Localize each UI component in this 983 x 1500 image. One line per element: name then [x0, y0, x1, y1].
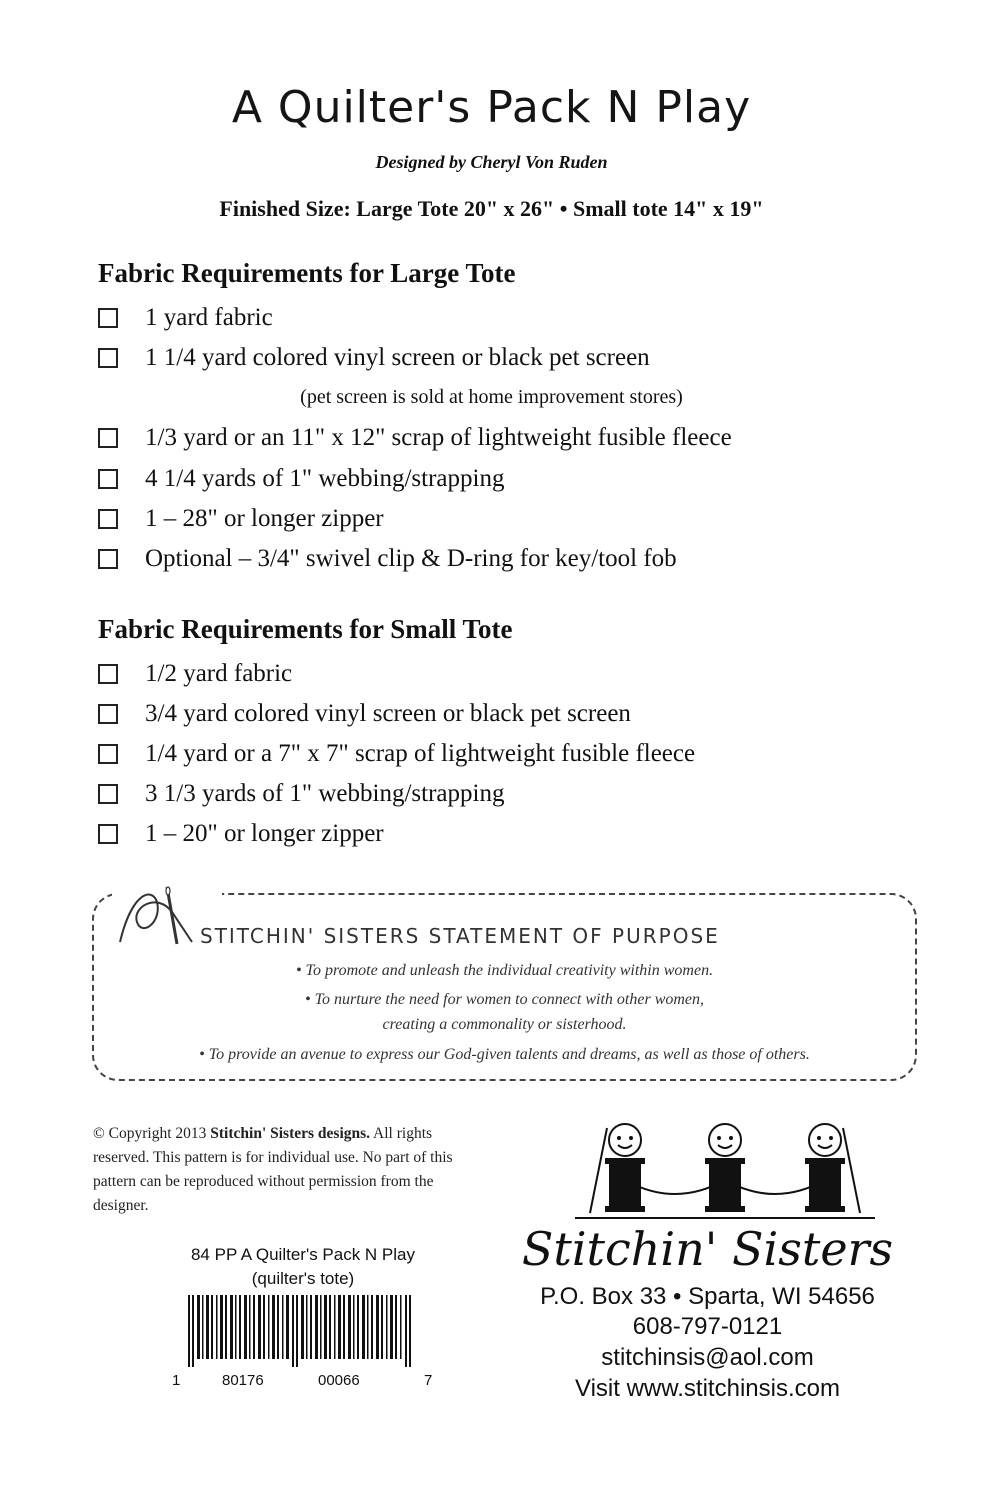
large-item — [98, 463, 504, 495]
item-label: 3/4 yard colored vinyl screen or black pet screen — [145, 700, 631, 727]
checkbox-icon[interactable] — [98, 428, 118, 448]
product-code: 84 PP A Quilter's Pack N Play — [190, 1245, 416, 1264]
item-label: 1/4 yard or a 7" x 7" scrap of lightweight fusible fleece — [145, 740, 696, 767]
small-item — [98, 698, 631, 730]
checkbox-icon[interactable] — [98, 744, 118, 764]
barcode — [188, 1295, 416, 1367]
small-tote-heading: Fabric Requirements for Small Tote — [98, 614, 513, 644]
finished-size: Finished Size: Large Tote 20" x 26" • Small tote 14" x 19" — [219, 196, 764, 221]
brand-email[interactable]: stitchinsis@aol.com — [601, 1344, 814, 1371]
item-label: 3 1/3 yards of 1" webbing/strapping — [145, 780, 505, 807]
brand-name: Stitchin' Sisters — [521, 1222, 894, 1276]
checkbox-icon[interactable] — [98, 784, 118, 804]
item-label: 1 – 28" or longer zipper — [145, 505, 384, 532]
copyright-notice — [93, 1122, 488, 1218]
checkbox-icon[interactable] — [98, 704, 118, 724]
small-item — [98, 658, 292, 690]
small-item — [98, 738, 695, 770]
item-label: Optional – 3/4" swivel clip & D-ring for key/tool fob — [145, 545, 677, 572]
page-title: A Quilter's Pack N Play — [231, 82, 752, 133]
item-label: 1 yard fabric — [145, 304, 273, 331]
item-label: 4 1/4 yards of 1" webbing/strapping — [145, 465, 505, 492]
designer-credit: Designed by Cheryl Von Ruden — [375, 152, 608, 172]
product-subtitle: (quilter's tote) — [251, 1269, 355, 1288]
checkbox-icon[interactable] — [98, 549, 118, 569]
large-item — [98, 422, 732, 454]
purpose-line: • To nurture the need for women to connect with other women, — [304, 991, 705, 1008]
item-label: 1 1/4 yard colored vinyl screen or black pet screen — [145, 344, 650, 371]
purpose-line: creating a commonality or sisterhood. — [382, 1016, 627, 1033]
brand-address: P.O. Box 33 • Sparta, WI 54656 — [540, 1283, 875, 1310]
checkbox-icon[interactable] — [98, 348, 118, 368]
pet-screen-note: (pet screen is sold at home improvement stores) — [300, 386, 683, 408]
purpose-title: STITCHIN' SISTERS STATEMENT OF PURPOSE — [200, 924, 720, 948]
purpose-line: • To provide an avenue to express our God-given talents and dreams, as well as those of others. — [199, 1046, 810, 1063]
item-label: 1 – 20" or longer zipper — [145, 820, 384, 847]
spool-sisters-logo-icon — [575, 1118, 875, 1228]
checkbox-icon[interactable] — [98, 469, 118, 489]
brand-website[interactable]: Visit www.stitchinsis.com — [575, 1375, 840, 1402]
purpose-line: • To promote and unleash the individual creativity within women. — [295, 962, 714, 979]
copyright-suffix: All rights reserved. This pattern is for individual use. No part of this pattern can be reproduced without permission from the designer. — [93, 1125, 453, 1214]
brand-phone: 608-797-0121 — [632, 1313, 783, 1340]
barcode-digit: 00066 — [318, 1372, 360, 1389]
large-item — [98, 342, 650, 374]
small-item — [98, 778, 504, 810]
large-item — [98, 543, 677, 575]
large-tote-heading: Fabric Requirements for Large Tote — [98, 258, 516, 288]
item-label: 1/2 yard fabric — [145, 660, 293, 687]
checkbox-icon[interactable] — [98, 824, 118, 844]
barcode-digit: 7 — [424, 1372, 433, 1389]
small-item — [98, 818, 384, 850]
checkbox-icon[interactable] — [98, 664, 118, 684]
copyright-prefix: © Copyright 2013 — [93, 1125, 211, 1142]
large-item — [98, 503, 384, 535]
checkbox-icon[interactable] — [98, 308, 118, 328]
item-label: 1/3 yard or an 11" x 12" scrap of lightweight fusible fleece — [145, 424, 732, 451]
copyright-company: Stitchin' Sisters designs. — [210, 1125, 371, 1142]
barcode-digit: 1 — [172, 1372, 181, 1389]
large-item — [98, 302, 273, 334]
barcode-digit: 80176 — [222, 1372, 264, 1389]
checkbox-icon[interactable] — [98, 509, 118, 529]
